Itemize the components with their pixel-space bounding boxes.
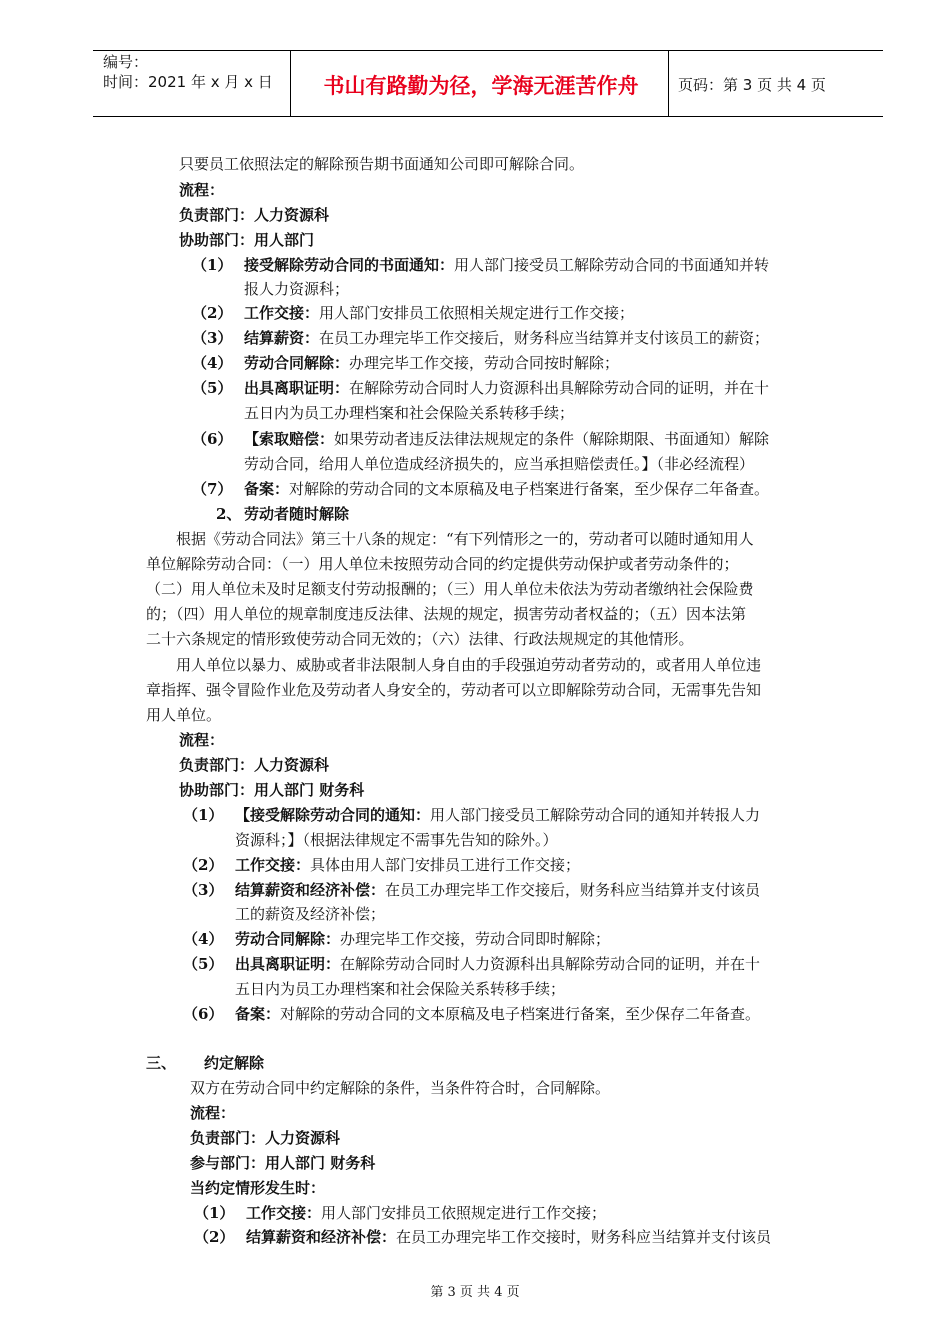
s1-item-6-title: 【索取赔偿：	[244, 430, 335, 448]
s1-item-6-cont: 劳动合同，给用人单位造成经济损失的，应当承担赔偿责任。】（非必经流程）	[244, 455, 755, 473]
s3-item-number: （2）	[194, 1228, 235, 1246]
s2-heading: 劳动者随时解除	[244, 505, 350, 523]
s1-item-6-text: 如果劳动者违反法律法规规定的条件（解除期限、书面通知）解除	[334, 430, 770, 448]
s2-item-4-text: 办理完毕工作交接，劳动合同即时解除；	[340, 930, 611, 948]
s1-item-5-text: 在解除劳动合同时人力资源科出具解除劳动合同的证明，并在十	[349, 379, 770, 397]
header-divider-right	[668, 50, 669, 116]
s2-item-3-text: 在员工办理完毕工作交接后，财务科应当结算并支付该员	[385, 881, 761, 899]
s1-item-7	[244, 479, 769, 499]
s2-assist-dept: 协助部门：用人部门 财务科	[179, 781, 365, 799]
s2-item-2-text: 具体由用人部门安排员工进行工作交接；	[310, 856, 581, 874]
s2-item-1-text: 用人部门接受员工解除劳动合同的通知并转报人力	[430, 806, 761, 824]
s2-responsible-dept: 负责部门：人力资源科	[179, 756, 330, 774]
s2-item-number: （1）	[183, 806, 224, 824]
s3-item-2-text: 在员工办理完毕工作交接时，财务科应当结算并支付该员	[396, 1228, 772, 1246]
s2-item-3-title: 结算薪资和经济补偿：	[235, 881, 386, 899]
s2-item-2-title: 工作交接：	[235, 856, 311, 874]
s3-item-2	[246, 1227, 771, 1247]
s1-item-3-title: 结算薪资：	[244, 329, 320, 347]
s1-item-number: （6）	[192, 430, 233, 448]
s2-item-5	[235, 954, 760, 974]
s1-item-7-title: 备案：	[244, 480, 290, 498]
header-top-rule	[93, 50, 883, 51]
s1-item-4	[244, 353, 619, 373]
s3-item-1	[246, 1203, 606, 1223]
s1-responsible-dept: 负责部门：人力资源科	[179, 206, 330, 224]
s2-item-number: （6）	[183, 1005, 224, 1023]
s3-when-label: 当约定情形发生时：	[190, 1179, 326, 1197]
s2-item-5-cont: 五日内为员工办理档案和社会保险关系转移手续；	[235, 980, 566, 998]
s3-intro: 双方在劳动合同中约定解除的条件，当条件符合时，合同解除。	[190, 1079, 611, 1097]
s3-responsible-dept: 负责部门：人力资源科	[190, 1129, 341, 1147]
s2-flow-label: 流程：	[179, 731, 225, 749]
s1-item-number: （7）	[192, 480, 233, 498]
s1-item-number: （5）	[192, 379, 233, 397]
s1-item-2-text: 用人部门安排员工依照相关规定进行工作交接；	[319, 304, 635, 322]
s2-item-6-title: 备案：	[235, 1005, 281, 1023]
s2-item-1	[235, 805, 760, 825]
s2-para2-line: 章指挥、强令冒险作业危及劳动者人身安全的，劳动者可以立即解除劳动合同，无需事先告知	[146, 681, 762, 699]
header-page-info: 页码：第 3 页 共 4 页	[678, 76, 826, 94]
s3-flow-label: 流程：	[190, 1104, 236, 1122]
s3-item-1-text: 用人部门安排员工依照规定进行工作交接；	[321, 1204, 607, 1222]
s1-item-number: （4）	[192, 354, 233, 372]
s1-item-number: （2）	[192, 304, 233, 322]
header-motto: 书山有路勤为径，学海无涯苦作舟	[323, 74, 639, 98]
s1-flow-label: 流程：	[179, 181, 225, 199]
s2-item-number: （2）	[183, 856, 224, 874]
s2-item-6	[235, 1004, 760, 1024]
s1-item-1-cont: 报人力资源科；	[244, 280, 350, 298]
s1-item-6	[244, 429, 769, 449]
s1-item-3-text: 在员工办理完毕工作交接后，财务科应当结算并支付该员工的薪资；	[319, 329, 770, 347]
s2-item-3	[235, 880, 760, 900]
s3-item-number: （1）	[194, 1204, 235, 1222]
s2-para2-line: 用人单位。	[146, 706, 222, 724]
s3-participate-dept: 参与部门：用人部门 财务科	[190, 1154, 376, 1172]
s2-item-number: （5）	[183, 955, 224, 973]
s2-para1-line: 的；（四）用人单位的规章制度违反法律、法规的规定，损害劳动者权益的；（五）因本法第	[146, 605, 747, 623]
s2-item-3-cont: 工的薪资及经济补偿；	[235, 905, 386, 923]
s1-assist-dept: 协助部门：用人部门	[179, 231, 315, 249]
s1-item-3	[244, 328, 769, 348]
s3-heading-number: 三、	[146, 1054, 177, 1072]
s2-para1-line: （二）用人单位未及时足额支付劳动报酬的；（三）用人单位未依法为劳动者缴纳社会保险费	[146, 580, 754, 598]
s3-item-1-title: 工作交接：	[246, 1204, 322, 1222]
s2-para1-line: 单位解除劳动合同：（一）用人单位未按照劳动合同的约定提供劳动保护或者劳动条件的；	[146, 555, 739, 573]
s1-item-7-text: 对解除的劳动合同的文本原稿及电子档案进行备案，至少保存二年备查。	[289, 480, 770, 498]
s2-item-number: （4）	[183, 930, 224, 948]
s2-item-number: （3）	[183, 881, 224, 899]
header-time-label: 时间：2021 年 x 月 x 日	[103, 73, 273, 91]
s2-item-5-text: 在解除劳动合同时人力资源科出具解除劳动合同的证明，并在十	[340, 955, 761, 973]
s1-item-number: （1）	[192, 256, 233, 274]
s2-heading-number: 2、	[216, 505, 242, 523]
s1-item-2-title: 工作交接：	[244, 304, 320, 322]
s2-item-6-text: 对解除的劳动合同的文本原稿及电子档案进行备案，至少保存二年备查。	[280, 1005, 761, 1023]
s2-item-2	[235, 855, 580, 875]
header-divider-left	[290, 50, 291, 116]
s1-item-5	[244, 378, 769, 398]
s1-item-1	[244, 255, 769, 275]
s1-intro: 只要员工依照法定的解除预告期书面通知公司即可解除合同。	[179, 155, 585, 173]
s1-item-5-cont: 五日内为员工办理档案和社会保险关系转移手续；	[244, 404, 575, 422]
s2-para1-line: 二十六条规定的情形致使劳动合同无效的；（六）法律、行政法规规定的其他情形。	[146, 630, 694, 648]
s3-heading: 约定解除	[204, 1054, 265, 1072]
s3-item-2-title: 结算薪资和经济补偿：	[246, 1228, 397, 1246]
s1-item-number: （3）	[192, 329, 233, 347]
s2-para2-line: 用人单位以暴力、威胁或者非法限制人身自由的手段强迫劳动者劳动的，或者用人单位违	[176, 656, 762, 674]
s2-para1-line: 根据《劳动合同法》第三十八条的规定：“有下列情形之一的，劳动者可以随时通知用人	[176, 530, 754, 548]
s2-item-1-cont: 资源科；】（根据法律规定不需事先告知的除外。）	[235, 831, 558, 849]
s2-item-5-title: 出具离职证明：	[235, 955, 341, 973]
s1-item-1-text: 用人部门接受员工解除劳动合同的书面通知并转	[454, 256, 770, 274]
page-footer: 第 3 页 共 4 页	[430, 1285, 520, 1300]
s1-item-5-title: 出具离职证明：	[244, 379, 350, 397]
s2-item-4-title: 劳动合同解除：	[235, 930, 341, 948]
s1-item-4-text: 办理完毕工作交接，劳动合同按时解除；	[349, 354, 620, 372]
s2-item-1-title: 【接受解除劳动合同的通知：	[235, 806, 431, 824]
s1-item-4-title: 劳动合同解除：	[244, 354, 350, 372]
s1-item-2	[244, 303, 634, 323]
header-number-label: 编号：	[103, 53, 149, 71]
s1-item-1-title: 接受解除劳动合同的书面通知：	[244, 256, 455, 274]
s2-item-4	[235, 929, 610, 949]
header-bottom-rule	[93, 116, 883, 117]
